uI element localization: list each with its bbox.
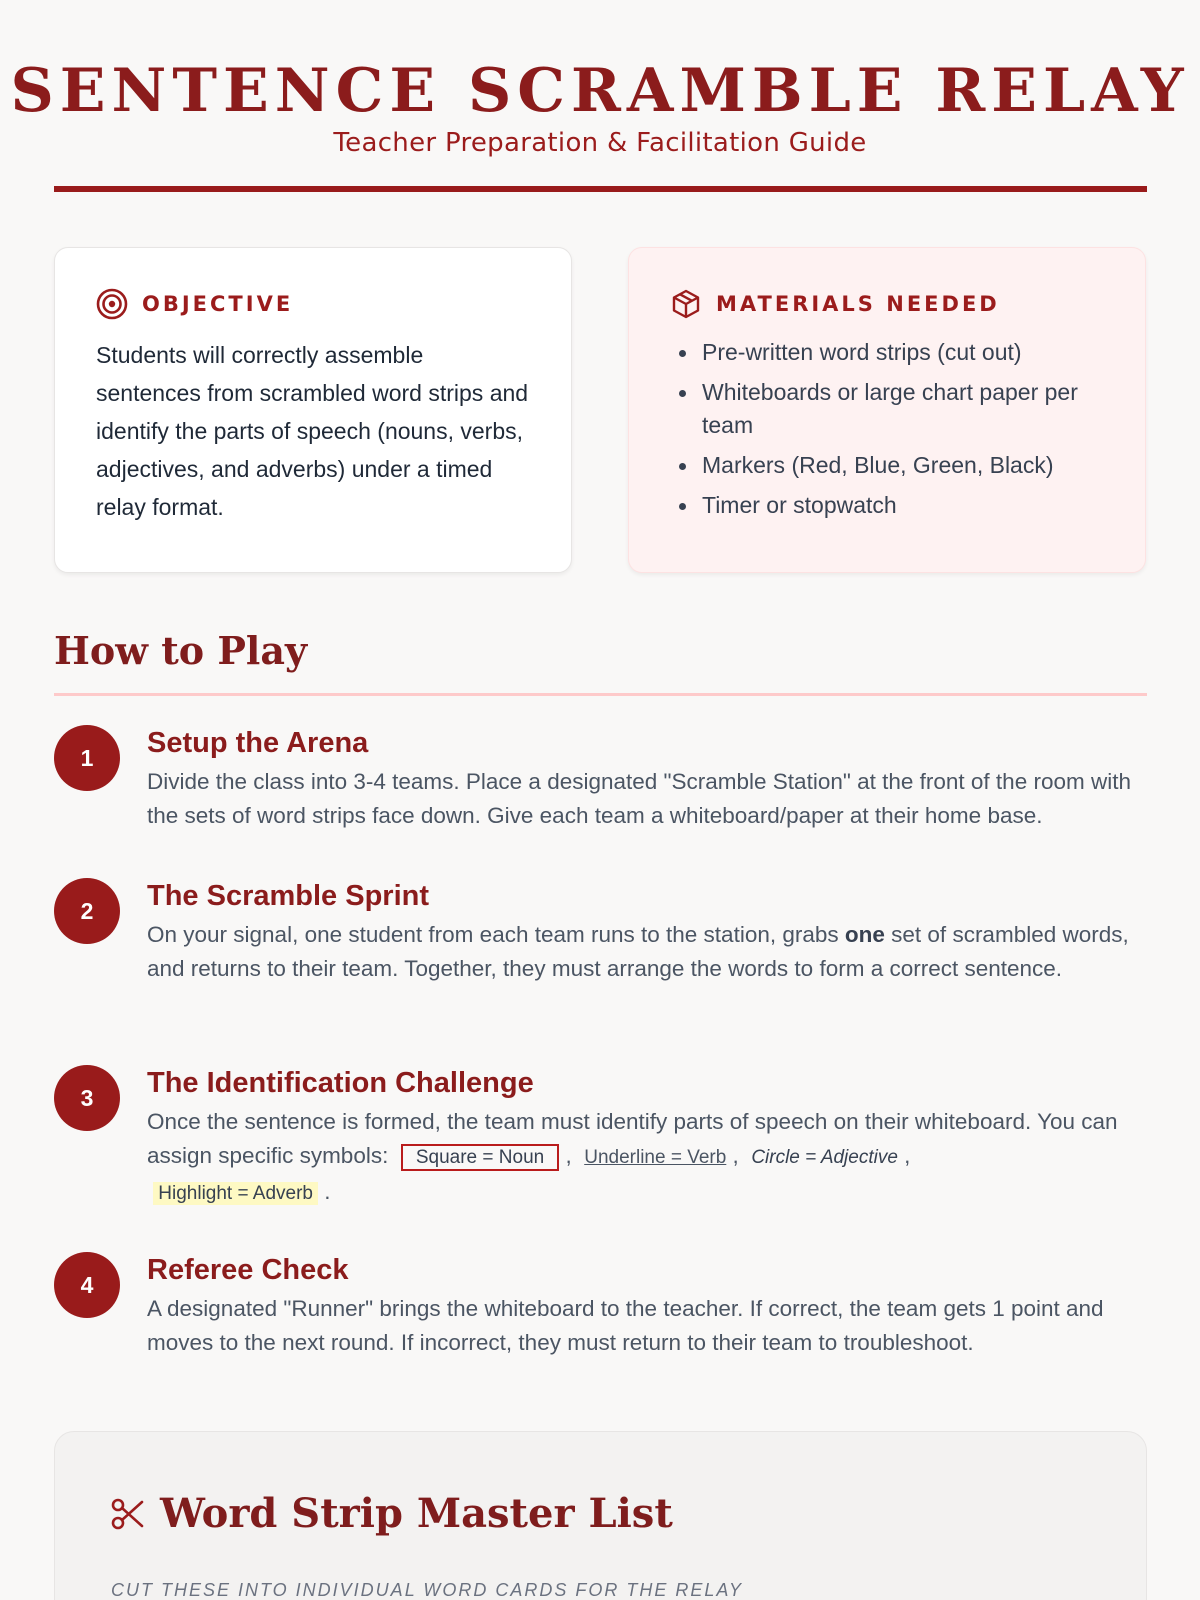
- materials-card: [628, 247, 1146, 573]
- symbol-underline-verb: Underline = Verb: [584, 1147, 727, 1168]
- objective-card: [54, 247, 572, 573]
- step-title: Setup the Arena: [147, 727, 369, 759]
- target-icon: [96, 288, 128, 320]
- symbol-highlight-adverb: Highlight = Adverb: [153, 1182, 318, 1205]
- section-title-how-to-play: How to Play: [54, 628, 308, 673]
- step-text-emphasis: one: [844, 922, 885, 947]
- word-strip-title: Word Strip Master List: [160, 1490, 673, 1537]
- symbol-square-noun: Square = Noun: [401, 1144, 559, 1171]
- step-text-after: set of scrambled words, and returns to their team. Together, they must arrange the words to form a correct sentence.: [147, 922, 1129, 981]
- word-strip-header: [110, 1490, 673, 1537]
- objective-title: OBJECTIVE: [142, 292, 294, 316]
- step-text: A designated "Runner" brings the whiteboard to the teacher. If correct, the team gets 1 point and moves to the next round. If incorrect, they must return to their team to troubleshoot.: [147, 1296, 1104, 1355]
- materials-list: [670, 336, 1105, 522]
- step-title: Referee Check: [147, 1254, 349, 1286]
- step-number-badge: 4: [54, 1252, 120, 1318]
- step-text: Divide the class into 3-4 teams. Place a designated "Scramble Station" at the front of the room with the sets of word strips face down. Give each team a whiteboard/paper at their home base.: [147, 769, 1131, 828]
- list-item: Markers (Red, Blue, Green, Black): [702, 449, 1105, 482]
- step-title: The Identification Challenge: [147, 1067, 534, 1099]
- word-strip-note: CUT THESE INTO INDIVIDUAL WORD CARDS FOR THE RELAY: [111, 1580, 744, 1600]
- step-text: [147, 918, 1147, 986]
- step-text-before: On your signal, one student from each team runs to the station, grabs: [147, 922, 845, 947]
- list-item: Pre-written word strips (cut out): [702, 336, 1105, 369]
- section-divider: [54, 693, 1147, 696]
- objective-text: Students will correctly assemble sentences from scrambled word strips and identify the parts of speech (nouns, verbs, adjectives, and adverbs) under a timed relay format.: [96, 342, 529, 520]
- header-divider: [54, 186, 1147, 192]
- step-title: The Scramble Sprint: [147, 880, 430, 912]
- word-strip-card: [54, 1431, 1147, 1600]
- materials-title: MATERIALS NEEDED: [716, 292, 1000, 316]
- step-text: Once the sentence is formed, the team must identify parts of speech on their whiteboard. You can assign specific symbols: Square = Noun , Underline = Verb , Circle = Adjective , Highlight = Adverb .: [147, 1109, 1118, 1204]
- page-title: SENTENCE SCRAMBLE RELAY: [10, 56, 1190, 126]
- step-number-badge: 3: [54, 1065, 120, 1131]
- step-number-badge: 1: [54, 725, 120, 791]
- page-header: [0, 0, 1200, 158]
- objective-header: [96, 288, 531, 320]
- list-item: Timer or stopwatch: [702, 489, 1105, 522]
- step-number-badge: 2: [54, 878, 120, 944]
- materials-header: [670, 288, 1105, 320]
- scissors-icon: [110, 1496, 146, 1532]
- page-subtitle: Teacher Preparation & Facilitation Guide: [333, 128, 867, 158]
- box-icon: [670, 288, 702, 320]
- symbol-circle-adjective: Circle = Adjective: [751, 1147, 898, 1168]
- list-item: Whiteboards or large chart paper per team: [702, 376, 1105, 442]
- step-text-intro: Once the sentence is formed, the team must identify parts of speech on their whiteboard. You can assign specific symbols:: [147, 1109, 1118, 1168]
